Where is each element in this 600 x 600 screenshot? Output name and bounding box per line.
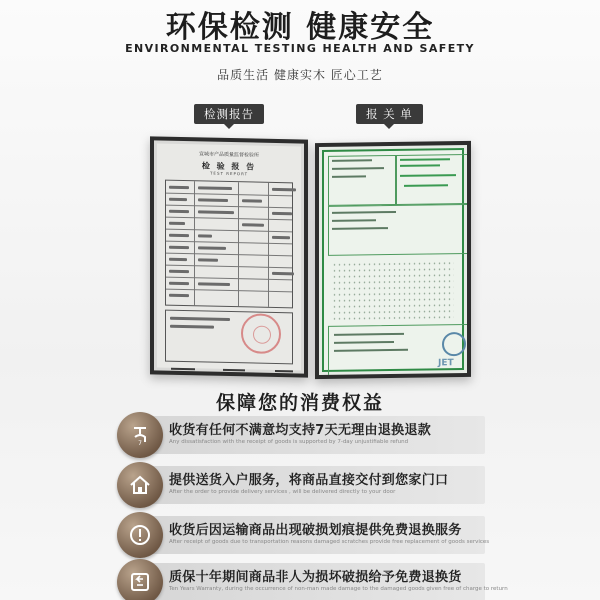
signature-mark (223, 369, 245, 371)
customs-detail-grid (332, 260, 454, 322)
seven-days-icon (117, 412, 163, 458)
test-report-paper (157, 143, 301, 370)
test-report-label: 检测报告 (194, 104, 264, 124)
home-delivery-icon (117, 462, 163, 508)
guarantee-text: 提供送货入户服务，将商品直接交付到您家门口 (169, 473, 449, 488)
signature-mark (171, 368, 195, 371)
hero-tagline: 品质生活 健康实木 匠心工艺 (217, 68, 383, 82)
return-icon (117, 559, 163, 600)
report-title: 检 验 报 告 (201, 161, 257, 172)
report-issuer: 宣城市产品质量监督检验所 (198, 151, 259, 159)
customs-declaration-label: 报 关 单 (356, 104, 423, 124)
hero-title: 环保检测 健康安全 (165, 10, 435, 45)
report-subtitle: TEST REPORT (209, 170, 249, 177)
guarantee-item (117, 462, 485, 508)
guarantee-subtext: After the order to provide delivery services , will be delivered directly to your door (169, 489, 396, 495)
guarantee-subtext: After receipt of goods due to transportation reasons damaged scratches provide free replacement of goods services (169, 539, 490, 545)
jet-mark: JET (438, 358, 454, 369)
signature-mark (275, 370, 293, 372)
guarantee-text: 收货有任何不满意均支持7天无理由退换退款 (169, 423, 432, 438)
red-stamp-icon (241, 313, 281, 354)
guarantee-subtext: Any dissatisfaction with the receipt of goods is supported by 7-day unjustifiable refund (169, 439, 409, 445)
guarantee-text: 质保十年期间商品非人为损坏破损给予免费退换货 (169, 570, 462, 585)
guarantee-item (117, 512, 490, 558)
guarantee-subtext: Ten Years Warranty, during the occurrence of non-man made damage to the damaged goods given free of charge to return (169, 586, 508, 592)
guarantee-text: 收货后因运输商品出现破损划痕提供免费退换服务 (169, 523, 462, 538)
test-report-certificate (150, 136, 308, 377)
customs-certificate (315, 141, 471, 379)
alert-icon (117, 512, 163, 558)
svg-text:7: 7 (138, 440, 142, 447)
guarantee-title: 保障您的消费权益 (215, 392, 384, 414)
report-table (165, 180, 293, 309)
hero-subtitle: ENVIRONMENTAL TESTING HEALTH AND SAFETY (125, 42, 475, 55)
guarantee-item (117, 412, 485, 458)
customs-paper (322, 148, 464, 372)
guarantee-item (117, 559, 508, 600)
